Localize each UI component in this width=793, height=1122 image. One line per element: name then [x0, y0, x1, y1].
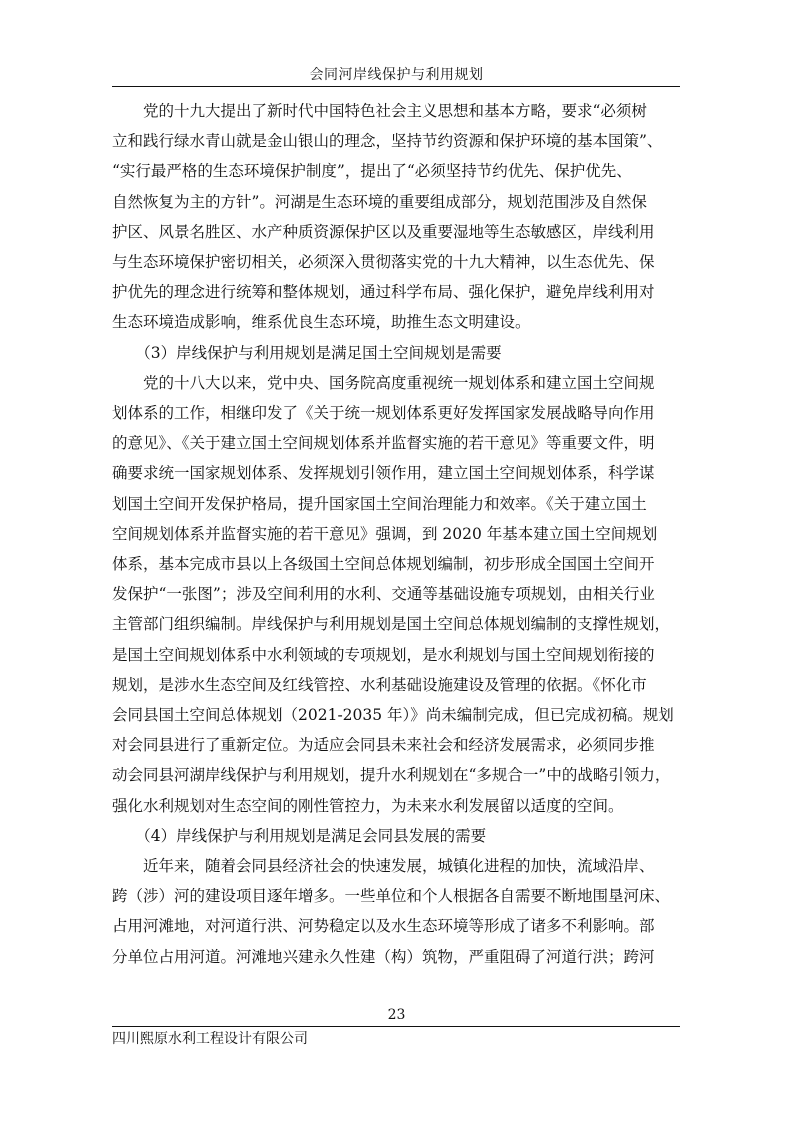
text-line: 划国土空间开发保护格局，提升国家国土空间治理能力和效率。《关于建立国土	[112, 494, 647, 513]
page-header-title: 会同河岸线保护与利用规划	[309, 67, 484, 83]
text-line: 空间规划体系并监督实施的若干意见》强调，到 2020 年基本建立国土空间规划	[112, 524, 658, 543]
paragraph-territorial-planning	[112, 368, 682, 821]
section-heading-3	[112, 338, 682, 368]
text-line: 护区、风景名胜区、水产种质资源保护区以及重要湿地等生态敏感区，岸线利用	[112, 222, 655, 241]
text-line: 主管部门组织编制。岸线保护与利用规划是国土空间总体规划编制的支撑性规划，	[112, 615, 671, 634]
footer-company-name: 四川熙原水利工程设计有限公司	[112, 1031, 308, 1047]
text-line: 党的十九大提出了新时代中国特色社会主义思想和基本方略，要求“必须树	[112, 102, 647, 120]
text-line: 强化水利规划对生态空间的刚性管控力，为未来水利发展留以适度的空间。	[112, 796, 624, 815]
text-line: 护优先的理念进行统筹和整体规划，通过科学布局、强化保护，避免岸线利用对	[112, 283, 655, 302]
header-divider	[112, 86, 680, 87]
text-line: 是国土空间规划体系中水利领域的专项规划，是水利规划与国土空间规划衔接的	[112, 645, 655, 664]
text-line: 近年来，随着会同县经济社会的快速发展，城镇化进程的加快，流域沿岸、	[112, 857, 655, 876]
text-line: 体系，基本完成市县以上各级国土空间总体规划编制，初步形成全国国土空间开	[112, 555, 655, 574]
page-number: 23	[387, 1007, 406, 1023]
text-line: 的意见》、《关于建立国土空间规划体系并监督实施的若干意见》等重要文件，明	[112, 434, 655, 453]
paragraph-ecological-priority	[112, 96, 682, 338]
text-line: 划体系的工作，相继印发了《关于统一规划体系更好发挥国家发展战略导向作用	[112, 404, 655, 423]
heading-line: （4）岸线保护与利用规划是满足会同县发展的需要	[112, 826, 487, 845]
text-line: 会同县国土空间总体规划（2021-2035 年）》尚未编制完成，但已完成初稿。规划	[112, 706, 674, 725]
text-line: 对会同县进行了重新定位。为适应会同县未来社会和经济发展需求，必须同步推	[112, 736, 655, 755]
document-body	[112, 96, 682, 972]
section-heading-4	[112, 821, 682, 851]
text-line: 占用河滩地，对河道行洪、河势稳定以及水生态环境等形成了诸多不利影响。部	[112, 917, 655, 936]
text-line: 与生态环境保护密切相关，必须深入贯彻落实党的十九大精神，以生态优先、保	[112, 253, 655, 272]
text-line: 生态环境造成影响，维系优良生态环境，助推生态文明建设。	[112, 313, 531, 332]
text-line: 动会同县河湖岸线保护与利用规划，提升水利规划在“多规合一”中的战略引领力，	[112, 766, 671, 785]
footer-divider	[112, 1026, 680, 1027]
text-line: 跨（涉）河的建设项目逐年增多。一些单位和个人根据各自需要不断地围垦河床、	[112, 887, 671, 906]
text-line: 规划，是涉水生态空间及红线管控、水利基础设施建设及管理的依据。《怀化市	[112, 675, 647, 694]
text-line: 自然恢复为主的方针”。河湖是生态环境的重要组成部分，规划范围涉及自然保	[112, 192, 647, 211]
text-line: 立和践行绿水青山就是金山银山的理念，坚持节约资源和保护环境的基本国策”、	[112, 132, 663, 151]
text-line: 发保护“一张图”；涉及空间利用的水利、交通等基础设施专项规划，由相关行业	[112, 585, 655, 604]
heading-line: （3）岸线保护与利用规划是满足国土空间规划是需要	[112, 343, 502, 362]
paragraph-county-development	[112, 851, 682, 972]
text-line: 分单位占用河道。河滩地兴建永久性建（构）筑物，严重阻碍了河道行洪；跨河	[112, 947, 655, 966]
text-line: 党的十八大以来，党中央、国务院高度重视统一规划体系和建立国土空间规	[112, 373, 655, 392]
text-line: “实行最严格的生态环境保护制度”，提出了“必须坚持节约优先、保护优先、	[112, 162, 632, 181]
text-line: 确要求统一国家规划体系、发挥规划引领作用，建立国土空间规划体系，科学谋	[112, 464, 655, 483]
